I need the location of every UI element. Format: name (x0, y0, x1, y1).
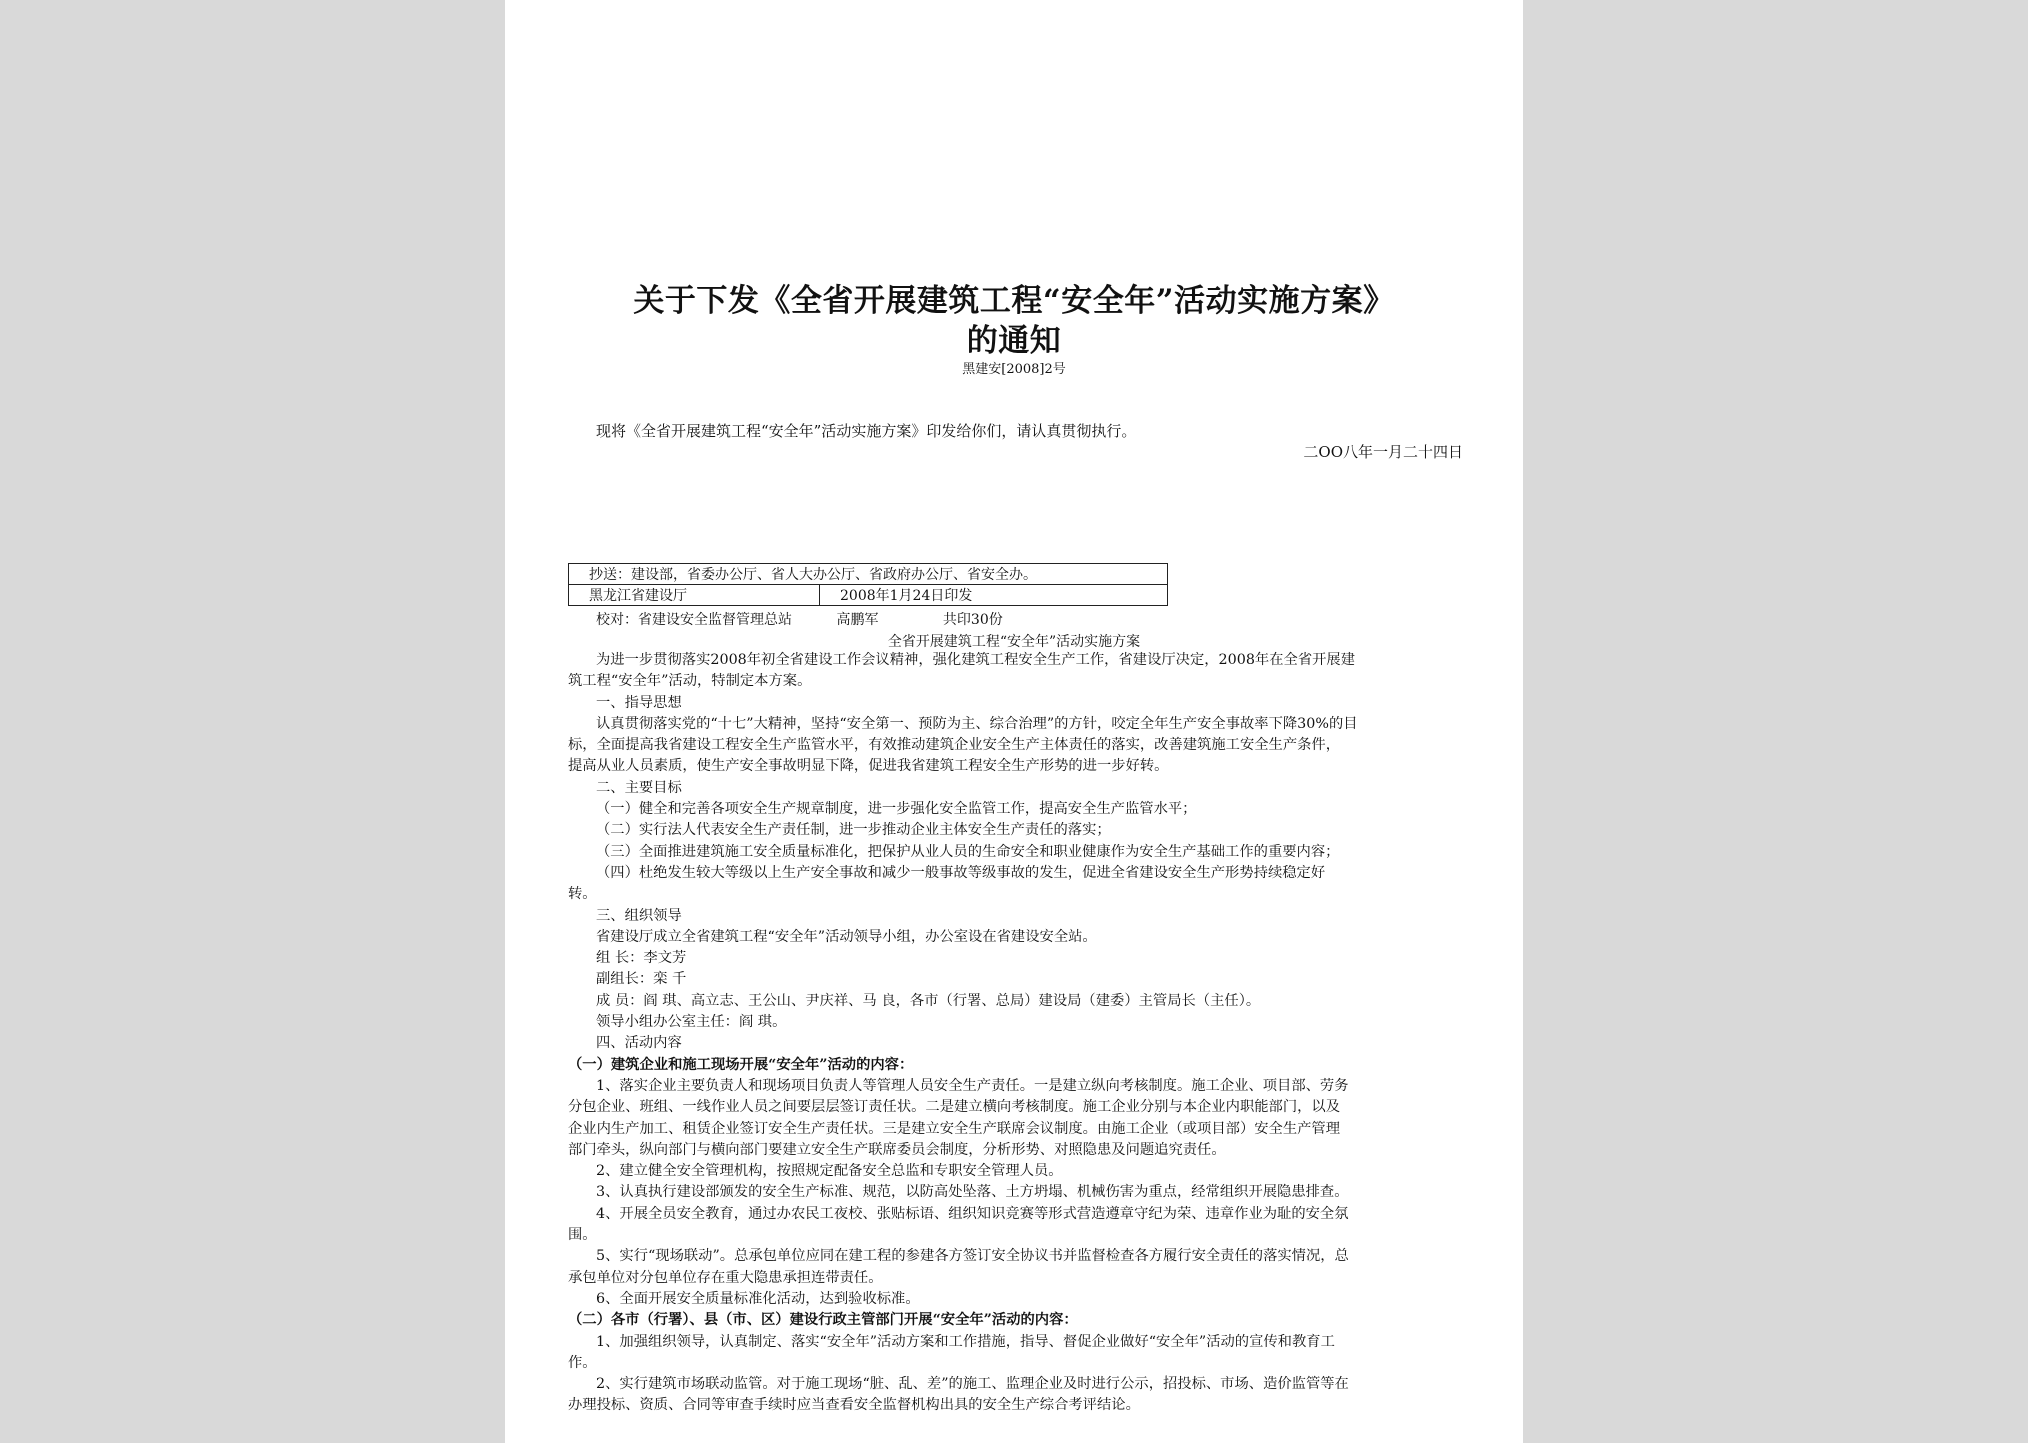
intro-paragraph: 现将《全省开展建筑工程“安全年”活动实施方案》印发给你们，请认真贯彻执行。 (596, 422, 1137, 440)
body-line: 2、建立健全安全管理机构，按照规定配备安全总监和专职安全管理人员。 (596, 1163, 1063, 1180)
body-line: （三）全面推进建筑施工安全质量标准化，把保护从业人员的生命安全和职业健康作为安全生产基础工作的重要内容； (596, 843, 1340, 860)
body-line: 4、开展全员安全教育，通过办农民工夜校、张贴标语、组织知识竞赛等形式营造遵章守纪为荣、违章作业为耻的安全氛 (596, 1205, 1349, 1222)
body-line: （二）各市（行署）、县（市、区）建设行政主管部门开展“安全年”活动的内容： (568, 1312, 1078, 1329)
issuer-row (569, 585, 1168, 606)
body-line: 作。 (568, 1354, 597, 1371)
body-line: 围。 (568, 1227, 597, 1244)
body-line: 三、组织领导 (596, 907, 682, 924)
body-line: 承包单位对分包单位存在重大隐患承担连带责任。 (568, 1269, 883, 1286)
body-line: 企业内生产加工、租赁企业签订安全生产责任状。三是建立安全生产联席会议制度。由施工企业（或项目部）安全生产管理 (568, 1120, 1341, 1137)
distribution-table (568, 563, 1168, 606)
body-line: 提高从业人员素质，使生产安全事故明显下降，促进我省建筑工程安全生产形势的进一步好转。 (568, 758, 1169, 775)
body-line: 组 长：李文芳 (596, 950, 687, 967)
plan-title: 全省开展建筑工程“安全年”活动实施方案 (887, 634, 1141, 650)
document-number: 黑建安[2008]2号 (962, 362, 1066, 377)
document-page (505, 0, 1523, 1443)
body-line: 5、实行“现场联动”。总承包单位应同在建工程的参建各方签订安全协议书并监督检查各方履行安全责任的落实情况，总 (596, 1248, 1349, 1265)
body-line: 1、落实企业主要负责人和现场项目负责人等管理人员安全生产责任。一是建立纵向考核制度。施工企业、项目部、劳务 (596, 1077, 1349, 1094)
body-line: 一、指导思想 (596, 694, 682, 711)
body-line: 部门牵头，纵向部门与横向部门要建立安全生产联席委员会制度，分析形势、对照隐患及问题追究责任。 (568, 1141, 1226, 1158)
body-line: 认真贯彻落实党的“十七”大精神，坚持“安全第一、预防为主、综合治理”的方针，咬定全年生产安全事故率下降30%的目 (596, 715, 1358, 732)
body-line: （四）杜绝发生较大等级以上生产安全事故和减少一般事故等级事故的发生，促进全省建设安全生产形势持续稳定好 (596, 864, 1326, 881)
issuer-cell: 黑龙江省建设厅 (569, 585, 820, 606)
body-line: 标，全面提高我省建设工程安全生产监管水平，有效推动建筑企业安全生产主体责任的落实，改善建筑施工安全生产条件， (568, 737, 1341, 754)
proofread-label: 校对：省建设安全监督管理总站 (596, 612, 792, 628)
body-line: 领导小组办公室主任：阎 琪。 (596, 1014, 787, 1031)
proofreader-name: 高鹏军 (836, 612, 879, 628)
document-title-line2: 的通知 (966, 323, 1062, 359)
body-line: 省建设厅成立全省建筑工程“安全年”活动领导小组，办公室设在省建设安全站。 (596, 928, 1097, 945)
body-line: （二）实行法人代表安全生产责任制，进一步推动企业主体安全生产责任的落实； (596, 822, 1111, 839)
document-body (568, 650, 1468, 1417)
body-line: 副组长：栾 千 (596, 971, 687, 988)
body-line: 3、认真执行建设部颁发的安全生产标准、规范，以防高处坠落、土方坍塌、机械伤害为重点，经常组织开展隐患排查。 (596, 1184, 1349, 1201)
body-line: 转。 (568, 886, 597, 903)
cc-row (569, 564, 1168, 585)
proofread-line (596, 609, 1003, 629)
body-line: （一）建筑企业和施工现场开展“安全年”活动的内容： (568, 1056, 914, 1073)
copies-count: 共印30份 (942, 612, 1003, 628)
body-line: 筑工程“安全年”活动，特制定本方案。 (568, 673, 812, 690)
body-line: 办理投标、资质、合同等审查手续时应当查看安全监督机构出具的安全生产综合考评结论。 (568, 1397, 1140, 1414)
body-line: 成 员：阎 琪、高立志、王公山、尹庆祥、马 良，各市（行署、总局）建设局（建委）主管局长（主任）。 (596, 992, 1261, 1009)
body-line: 二、主要目标 (596, 779, 682, 796)
document-date: 二OO八年一月二十四日 (1303, 443, 1463, 461)
issue-date-cell: 2008年1月24日印发 (820, 585, 1168, 606)
body-line: 四、活动内容 (596, 1035, 682, 1052)
body-line: 2、实行建筑市场联动监管。对于施工现场“脏、乱、差”的施工、监理企业及时进行公示，招投标、市场、造价监管等在 (596, 1376, 1349, 1393)
body-line: 为进一步贯彻落实2008年初全省建设工作会议精神，强化建筑工程安全生产工作，省建设厅决定，2008年在全省开展建 (596, 652, 1356, 668)
body-line: （一）健全和完善各项安全生产规章制度，进一步强化安全监管工作，提高安全生产监管水平； (596, 801, 1197, 818)
body-line: 1、加强组织领导，认真制定、落实“安全年”活动方案和工作措施，指导、督促企业做好“安全年”活动的宣传和教育工 (596, 1333, 1335, 1350)
body-line: 6、全面开展安全质量标准化活动，达到验收标准。 (596, 1290, 920, 1307)
document-title-line1: 关于下发《全省开展建筑工程“安全年”活动实施方案》 (633, 283, 1395, 319)
cc-cell: 抄送：建设部，省委办公厅、省人大办公厅、省政府办公厅、省安全办。 (569, 564, 1168, 585)
body-line: 分包企业、班组、一线作业人员之间要层层签订责任状。二是建立横向考核制度。施工企业分别与本企业内职能部门，以及 (568, 1099, 1341, 1116)
